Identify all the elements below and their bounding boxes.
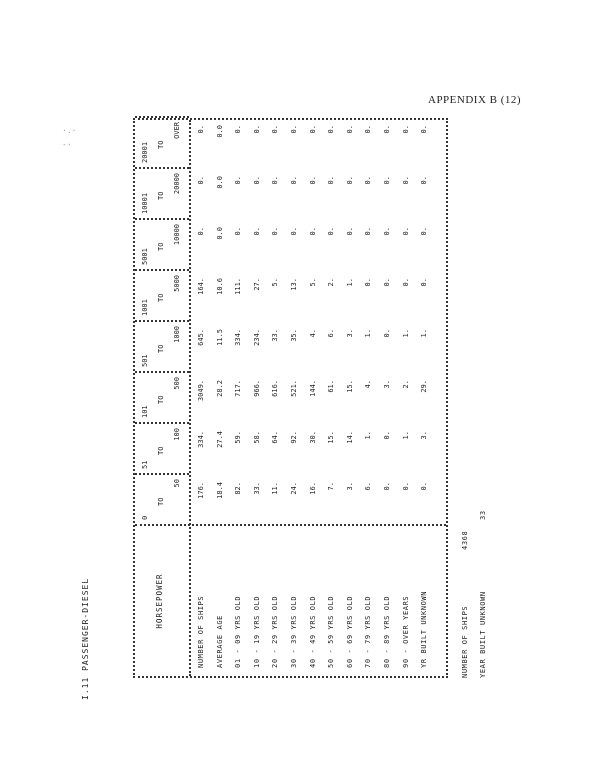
row-label: 50 - 59 YRS OLD [327,595,336,668]
table-cell: 0. [308,125,317,134]
rotated-page-content [75,110,487,700]
table-cell: 33. [252,482,261,495]
table-cell: 35. [290,329,298,342]
table-cell: 334. [234,329,243,346]
table-cell: 11. [271,482,280,495]
table-cell: 0. [383,227,391,236]
table-cell: 334. [197,431,205,448]
table-cell: 64. [271,431,280,444]
footer-label: NUMBER OF SHIPS [461,605,469,678]
column-header-to: TO [157,395,165,404]
table-cell: 27.4 [215,431,224,448]
table-cell: 16. [308,482,317,495]
table-cell: 10.6 [215,278,224,295]
table-cell: 0.0 [215,125,224,138]
column-header-from: 1001 [141,299,149,316]
row-label: 20 - 29 YRS OLD [271,595,280,668]
table-cell: 1. [401,431,410,440]
table-cell: 0. [401,176,410,185]
horsepower-table [133,118,448,678]
table-cell: 3. [345,482,354,491]
footer-value: 4368 [461,530,469,550]
table-cell: 0. [234,227,243,236]
column-header [135,424,189,475]
table-cell: 0. [308,227,317,236]
table-cell: 521. [290,380,298,397]
column-header-upper: 100 [173,428,181,441]
table-cell: 0. [383,176,391,185]
section-title: I.11 PASSENGER-DIESEL [81,577,90,700]
table-cell: 5. [308,278,317,287]
column-header-upper: 500 [173,377,181,390]
column-header-from: 5001 [141,248,149,265]
column-header-to: TO [157,344,165,353]
table-cell: 0. [420,125,429,134]
row-label: AVERAGE AGE [215,615,224,668]
column-header [135,373,189,424]
column-header-upper: OVER [173,122,181,139]
horsepower-header: HORSEPOWER [155,573,164,629]
table-cell: 0. [383,482,391,491]
column-header [135,220,189,271]
table-cell: 0. [290,227,298,236]
table-cell: 0. [383,431,391,440]
column-header [135,118,189,169]
table-cell: 0. [197,227,205,236]
row-label: 90 - OVER YEARS [401,595,410,668]
column-header [135,271,189,322]
table-cell: 13. [290,278,298,291]
table-cell: 11.5 [215,329,224,346]
table-cell: 0. [327,227,336,236]
table-cell: 82. [234,482,243,495]
column-header-to: TO [157,497,165,506]
table-cell: 0. [364,227,373,236]
table-cell: 6. [364,482,373,491]
column-header-upper: 50 [173,479,181,488]
table-cell: 616. [271,380,280,397]
table-cell: 3. [420,431,429,440]
table-cell: 717. [234,380,243,397]
table-cell: 0. [345,176,354,185]
column-header-to: TO [157,191,165,200]
table-cell: 0. [401,482,410,491]
table-cell: 0. [420,482,429,491]
row-label: 80 - 89 YRS OLD [383,595,391,668]
table-cell: 59. [234,431,243,444]
table-cell: 1. [420,329,429,338]
row-label: 60 - 69 YRS OLD [345,595,354,668]
table-cell: 28.2 [215,380,224,397]
table-cell: 0. [401,227,410,236]
table-cell: 0. [401,278,410,287]
table-cell: 0. [197,125,205,134]
table-cell: 0. [308,176,317,185]
table-cell: 1. [364,329,373,338]
table-cell: 0. [271,227,280,236]
column-header-to: TO [157,140,165,149]
column-header-to: TO [157,293,165,302]
table-cell: 0. [290,176,298,185]
table-cell: 15. [327,431,336,444]
table-cell: 0. [327,125,336,134]
table-cell: 0. [197,176,205,185]
column-header-from: 0 [141,515,149,520]
table-cell: 4. [364,380,373,389]
table-cell: 0. [252,125,261,134]
scan-speck: ·.· [62,126,77,135]
table-cell: 0. [364,278,373,287]
column-header-upper: 20000 [173,173,181,195]
table-cell: 15. [345,380,354,393]
table-cell: 0. [364,176,373,185]
table-cell: 0. [420,278,429,287]
table-cell: 0. [327,176,336,185]
table-cell: 3. [383,380,391,389]
table-cell: 176. [197,482,205,499]
column-header-upper: 1000 [173,326,181,343]
table-cell: 0. [383,125,391,134]
table-cell: 2. [327,278,336,287]
appendix-label: APPENDIX B (12) [428,94,522,106]
row-label: 30 - 39 YRS OLD [290,595,298,668]
table-cell: 234. [252,329,261,346]
table-cell: 0. [234,176,243,185]
column-header-to: TO [157,446,165,455]
table-cell: 18.4 [215,482,224,499]
table-cell: 0. [383,329,391,338]
row-label: 01 - 09 YRS OLD [234,595,243,668]
column-header-upper: 5000 [173,275,181,292]
table-cell: 58. [252,431,261,444]
table-cell: 1. [364,431,373,440]
column-header [135,169,189,220]
table-cell: 0. [252,227,261,236]
table-cell: 164. [197,278,205,295]
table-cell: 5. [271,278,280,287]
table-cell: 0. [420,176,429,185]
table-cell: 144. [308,380,317,397]
row-label: 10 - 19 YRS OLD [252,595,261,668]
table-cell: 0. [401,125,410,134]
table-cell: 3049. [197,380,205,402]
column-header-from: 20001 [141,141,149,163]
column-header [135,322,189,373]
table-cell: 966. [252,380,261,397]
table-cell: 6. [327,329,336,338]
table-cell: 3. [345,329,354,338]
table-cell: 1. [401,329,410,338]
table-cell: 0. [271,176,280,185]
column-header-to: TO [157,242,165,251]
header-separator [189,120,191,676]
column-header-from: 51 [141,460,149,469]
table-cell: 0. [290,125,298,134]
table-cell: 111. [234,278,243,295]
table-cell: 27. [252,278,261,291]
table-cell: 4. [308,329,317,338]
row-label: 70 - 79 YRS OLD [364,595,373,668]
table-cell: 92. [290,431,298,444]
table-cell: 0. [345,125,354,134]
table-cell: 0.0 [215,227,224,240]
table-cell: 33. [271,329,280,342]
table-cell: 645. [197,329,205,346]
scan-speck: -· [62,140,72,149]
column-header [135,475,189,526]
table-cell: 0. [345,227,354,236]
table-cell: 1. [345,278,354,287]
table-cell: 14. [345,431,354,444]
table-cell: 0. [420,227,429,236]
table-cell: 0. [234,125,243,134]
footer-value: 33 [479,510,487,520]
row-label: NUMBER OF SHIPS [197,595,205,668]
table-cell: 29. [420,380,429,393]
column-header-from: 501 [141,354,149,367]
table-cell: 0. [383,278,391,287]
column-header-from: 101 [141,405,149,418]
footer-label: YEAR BUILT UNKNOWN [479,591,487,678]
column-header-upper: 10000 [173,224,181,246]
row-label: 40 - 49 YRS OLD [308,595,317,668]
table-cell: 0. [364,125,373,134]
table-cell: 0. [252,176,261,185]
table-cell: 7. [327,482,336,491]
table-cell: 61. [327,380,336,393]
table-cell: 0.0 [215,176,224,189]
table-cell: 24. [290,482,298,495]
table-cell: 30. [308,431,317,444]
column-header-from: 10001 [141,192,149,214]
table-cell: 0. [271,125,280,134]
row-label: YR BUILT UNKNOWN [420,590,429,668]
table-cell: 2. [401,380,410,389]
